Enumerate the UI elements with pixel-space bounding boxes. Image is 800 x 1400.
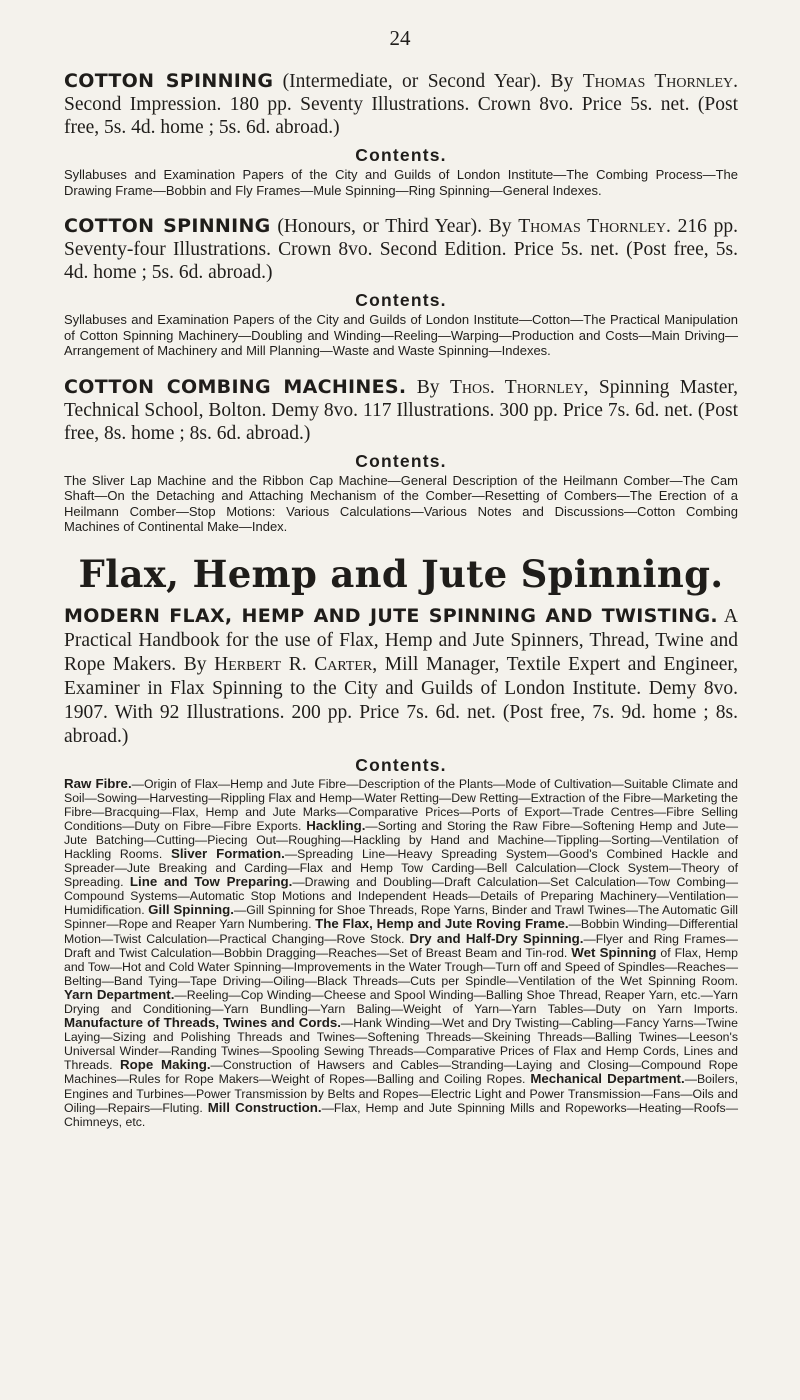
book-details: Mill Manager, Textile Expert and Engineer, Examiner in Flax Spinning to the City and Guilds of London Institute. Demy 8vo. 1907. With 92 Illustrations. 200 pp. Price 7s. 6d. net. (Post free, 7s. 9d. home ; 8s. abroad.) <box>64 653 738 747</box>
book-details: Second Impression. 180 pp. Seventy Illustrations. Crown 8vo. Price 5s. net. (Post free, 5s. 4d. home ; 5s. 6d. abroad.) <box>64 94 738 138</box>
book-subtitle: By <box>406 376 450 398</box>
book-details: 216 pp. Seventy-four Illustrations. Crown 8vo. Second Edition. Price 5s. net. (Post free, 5s. 4d. home ; 5s. 6d. abroad.) <box>64 216 738 283</box>
contents-text <box>64 777 738 1129</box>
contents-keyword: Rope Making. <box>120 1057 211 1073</box>
contents-heading: Contents. <box>355 145 447 165</box>
contents-heading: Contents. <box>355 450 447 471</box>
book-title: COTTON SPINNING <box>64 70 274 92</box>
book-author: Herbert R. Carter, <box>214 653 378 675</box>
contents-heading: Contents. <box>355 290 447 310</box>
contents-item: —Gill Spinning for Shoe Threads, Rope Yarns, Binder and Trawl Twines—The Automatic Gill Spinner—Rope and Reaper Yarn Numbering. <box>64 903 739 932</box>
book-entry-flax-hemp-jute <box>64 604 738 1129</box>
contents-keyword: Line and Tow Preparing. <box>129 874 293 890</box>
contents-heading: Contents. <box>355 754 447 775</box>
contents-item: —Origin of Flax—Hemp and Jute Fibre—Description of the Plants—Mode of Cultivation—Suitable Climate and Soil—Sowing—Harvesting—Rippling Flax and Hemp—Water Retting—Dew Retting—Extraction of the Fibre—Marketing the Fibre—Bracquing—Flax, Hemp and Jute Marks—Comparative Prices—Ports of Export—Trade Centres—Fibre Selling Conditions—Duty on Fibre—Fibre Exports. <box>64 776 738 833</box>
entry-heading <box>64 604 738 749</box>
contents-item: —Construction of Hawsers and Cables—Stranding—Laying and Closing—Compound Rope Machines—Rules for Rope Makers—Weight of Ropes—Balling and Coiling Ropes. <box>64 1058 738 1087</box>
contents-keyword: The Flax, Hemp and Jute Roving Frame. <box>315 916 569 932</box>
contents-item: —Bobbin Winding—Differential Motion—Twist Calculation—Practical Changing—Rove Stock. <box>64 917 738 946</box>
contents-item: —Hank Winding—Wet and Dry Twisting—Cabling—Fancy Yarns—Twine Laying—Sizing and Polishing Threads and Twines—Softening Threads—Skeining Threads—Balling Twines—Leeson's Universal Winder—Randing Twines—Spooling Sewing Threads—Comparative Prices of Flax and Hemp Cords, Lines and Threads. <box>64 1016 738 1073</box>
contents-keyword: Mill Construction. <box>207 1099 322 1115</box>
contents-keyword: Manufacture of Threads, Twines and Cords. <box>64 1015 341 1031</box>
contents-keyword: Sliver Formation. <box>170 845 285 861</box>
contents-text: Syllabuses and Examination Papers of the City and Guilds of London Institute—Cotton—The Practical Manipulation of Cotton Spinning Machinery—Doubling and Winding—Reeling—Warping—Production and Costs—Main Driving—Arrangement of Machinery and Mill Planning—Waste and Waste Spinning—Indexes. <box>64 312 738 358</box>
contents-keyword: Dry and Half-Dry Spinning. <box>409 930 584 946</box>
contents-text: The Sliver Lap Machine and the Ribbon Cap Machine—General Description of the Heilmann Comber—The Cam Shaft—On the Detaching and Attaching Mechanism of the Comber—Resetting of Combers—The Erection of a Heilmann Comber—Stop Motions: Various Calculations—Various Notes and Discussions—Cotton Combing Machines of Continental Make—Index. <box>64 472 738 534</box>
contents-keyword: Mechanical Department. <box>530 1071 685 1087</box>
book-author: Thos. Thornley, <box>449 376 589 398</box>
contents-keyword: Yarn Department. <box>64 986 175 1002</box>
contents-item: —Flax, Hemp and Jute Spinning Mills and Ropeworks—Heating—Roofs—Chimneys, etc. <box>64 1100 738 1129</box>
book-author: Thomas Thornley. <box>518 216 671 237</box>
contents-keyword: Wet Spinning <box>571 944 657 960</box>
book-details: A Practical Handbook for the use of Flax, Hemp and Jute Spinners, Thread, Twine and Rope Makers. By <box>64 605 738 675</box>
book-details: Spinning Master, Technical School, Bolton. Demy 8vo. 117 Illustrations. 300 pp. Price 7s. 6d. net. (Post free, 8s. home ; 8s. 6d. abroad.) <box>64 376 738 444</box>
entry-heading <box>64 70 738 139</box>
contents-keyword: Raw Fibre. <box>64 775 132 791</box>
book-entry-cotton-spinning-honours <box>64 215 738 359</box>
entry-heading <box>64 215 738 284</box>
contents-item: of Flax, Hemp and Tow—Hot and Cold Water Spinning—Improvements in the Water Trough—Turn off and Speed of Spindles—Reaches—Belting—Band Tying—Tape Driving—Oiling—Black Threads—Cuts per Spindle—Ventilation of the Wet Spinning Room. <box>64 945 738 988</box>
contents-text: Syllabuses and Examination Papers of the City and Guilds of London Institute—The Combing Process—The Drawing Frame—Bobbin and Fly Frames—Mule Spinning—Ring Spinning—General Indexes. <box>64 167 738 198</box>
book-entry-cotton-spinning-intermediate <box>64 70 738 198</box>
contents-keyword: Hackling. <box>306 817 366 833</box>
book-subtitle: (Honours, or Third Year). By <box>270 216 519 237</box>
contents-item: —Flyer and Ring Frames—Draft and Twist Calculation—Bobbin Dragging—Reaches—Set of Breast Beam and Tin-rod. <box>64 931 738 960</box>
contents-item: —Boilers, Engines and Turbines—Power Transmission by Belts and Ropes—Electric Light and Power Transmission—Fans—Oils and Oiling—Repairs—Fluting. <box>64 1072 738 1115</box>
book-title: COTTON SPINNING <box>64 215 271 237</box>
contents-item: —Drawing and Doubling—Draft Calculation—Set Calculation—Tow Combing—Compound Systems—Automatic Stop Motions and Independent Heads—Details of Preparing Machinery—Ventilation—Humidification. <box>64 875 738 918</box>
book-entry-cotton-combing-machines <box>64 376 738 535</box>
book-title: COTTON COMBING MACHINES. <box>64 375 407 398</box>
contents-item: —Spreading Line—Heavy Spreading System—Good's Combined Hackle and Spreader—Jute Breaking and Carding—Flax and Hemp Tow Carding—Bell Calculation—Clock System—Theory of Spreading. <box>64 846 738 890</box>
contents-item: —Reeling—Cop Winding—Cheese and Spool Winding—Balling Shoe Thread, Reaper Yarn, etc.—Yarn Drying and Conditioning—Yarn Bundling—Yarn Baling—Weight of Yarn—Yarn Tables—Duty on Yarn Imports. <box>64 987 738 1016</box>
book-author: Thomas Thornley. <box>582 71 738 92</box>
page-number: 24 <box>389 26 411 50</box>
contents-item: —Sorting and Storing the Raw Fibre—Softening Hemp and Jute—Jute Batching—Cutting—Piecing Out—Roughing—Hackling by Hand and Machine—Tippling—Sorting—Ventilation of Hackling Rooms. <box>64 818 738 861</box>
book-subtitle: (Intermediate, or Second Year). By <box>273 71 583 92</box>
entry-heading <box>64 376 738 445</box>
contents-keyword: Gill Spinning. <box>148 902 234 918</box>
section-heading: Flax, Hemp and Jute Spinning. <box>78 551 724 596</box>
book-title: MODERN FLAX, HEMP AND JUTE SPINNING AND TWISTING. <box>64 604 718 627</box>
